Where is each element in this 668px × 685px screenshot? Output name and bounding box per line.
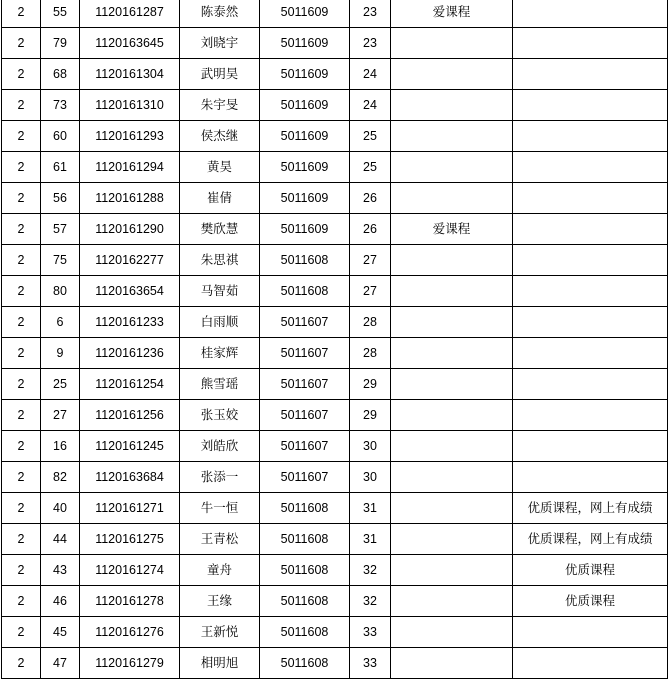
cell-rank: 32 bbox=[350, 586, 391, 617]
cell-student-name: 陈泰然 bbox=[180, 0, 260, 28]
cell-seq: 25 bbox=[41, 369, 80, 400]
cell-class-id: 5011608 bbox=[260, 586, 350, 617]
cell-group: 2 bbox=[2, 586, 41, 617]
cell-student-name: 张玉姣 bbox=[180, 400, 260, 431]
cell-student-name: 刘皓欣 bbox=[180, 431, 260, 462]
cell-note bbox=[513, 152, 668, 183]
cell-class-id: 5011609 bbox=[260, 121, 350, 152]
cell-student-name: 马智茹 bbox=[180, 276, 260, 307]
cell-seq: 79 bbox=[41, 28, 80, 59]
cell-group: 2 bbox=[2, 152, 41, 183]
cell-seq: 57 bbox=[41, 214, 80, 245]
table-row bbox=[2, 245, 668, 276]
cell-class-id: 5011608 bbox=[260, 493, 350, 524]
table-row bbox=[2, 338, 668, 369]
cell-student-id: 1120161290 bbox=[80, 214, 180, 245]
cell-student-name: 桂家辉 bbox=[180, 338, 260, 369]
cell-remark bbox=[391, 586, 513, 617]
cell-student-id: 1120163654 bbox=[80, 276, 180, 307]
cell-seq: 73 bbox=[41, 90, 80, 121]
cell-remark bbox=[391, 152, 513, 183]
cell-note bbox=[513, 121, 668, 152]
cell-group: 2 bbox=[2, 493, 41, 524]
cell-group: 2 bbox=[2, 0, 41, 28]
cell-student-id: 1120161294 bbox=[80, 152, 180, 183]
cell-student-id: 1120161310 bbox=[80, 90, 180, 121]
table-row bbox=[2, 586, 668, 617]
cell-remark: 爱课程 bbox=[391, 214, 513, 245]
cell-student-name: 武明昊 bbox=[180, 59, 260, 90]
table-row bbox=[2, 152, 668, 183]
cell-remark bbox=[391, 462, 513, 493]
table-row bbox=[2, 431, 668, 462]
cell-remark bbox=[391, 90, 513, 121]
cell-student-id: 1120161254 bbox=[80, 369, 180, 400]
cell-note: 优质课程 bbox=[513, 586, 668, 617]
cell-note bbox=[513, 214, 668, 245]
table-row bbox=[2, 617, 668, 648]
cell-class-id: 5011608 bbox=[260, 245, 350, 276]
cell-student-id: 1120161245 bbox=[80, 431, 180, 462]
cell-remark bbox=[391, 400, 513, 431]
cell-note bbox=[513, 369, 668, 400]
cell-remark bbox=[391, 121, 513, 152]
cell-seq: 16 bbox=[41, 431, 80, 462]
cell-note: 优质课程，网上有成绩 bbox=[513, 524, 668, 555]
cell-rank: 25 bbox=[350, 152, 391, 183]
cell-note bbox=[513, 431, 668, 462]
cell-student-name: 朱宇旻 bbox=[180, 90, 260, 121]
cell-remark bbox=[391, 276, 513, 307]
cell-class-id: 5011609 bbox=[260, 152, 350, 183]
cell-student-id: 1120161236 bbox=[80, 338, 180, 369]
cell-rank: 27 bbox=[350, 245, 391, 276]
cell-group: 2 bbox=[2, 400, 41, 431]
cell-group: 2 bbox=[2, 121, 41, 152]
cell-student-id: 1120163684 bbox=[80, 462, 180, 493]
roster-body bbox=[2, 0, 668, 679]
cell-student-name: 朱思祺 bbox=[180, 245, 260, 276]
cell-remark bbox=[391, 555, 513, 586]
table-row bbox=[2, 369, 668, 400]
cell-class-id: 5011608 bbox=[260, 524, 350, 555]
cell-group: 2 bbox=[2, 90, 41, 121]
cell-group: 2 bbox=[2, 462, 41, 493]
cell-seq: 68 bbox=[41, 59, 80, 90]
table-row bbox=[2, 121, 668, 152]
table-row bbox=[2, 462, 668, 493]
cell-note bbox=[513, 276, 668, 307]
cell-group: 2 bbox=[2, 276, 41, 307]
cell-class-id: 5011607 bbox=[260, 307, 350, 338]
cell-rank: 30 bbox=[350, 431, 391, 462]
cell-rank: 26 bbox=[350, 183, 391, 214]
cell-student-id: 1120161276 bbox=[80, 617, 180, 648]
cell-group: 2 bbox=[2, 431, 41, 462]
cell-remark bbox=[391, 245, 513, 276]
cell-group: 2 bbox=[2, 369, 41, 400]
cell-student-name: 熊雪瑶 bbox=[180, 369, 260, 400]
cell-group: 2 bbox=[2, 214, 41, 245]
cell-note bbox=[513, 59, 668, 90]
cell-note bbox=[513, 307, 668, 338]
cell-rank: 23 bbox=[350, 0, 391, 28]
table-row bbox=[2, 493, 668, 524]
cell-student-name: 黄昊 bbox=[180, 152, 260, 183]
cell-seq: 55 bbox=[41, 0, 80, 28]
cell-student-id: 1120161271 bbox=[80, 493, 180, 524]
cell-student-name: 王新悦 bbox=[180, 617, 260, 648]
cell-seq: 82 bbox=[41, 462, 80, 493]
cell-class-id: 5011609 bbox=[260, 214, 350, 245]
table-row bbox=[2, 0, 668, 28]
cell-note bbox=[513, 617, 668, 648]
table-row bbox=[2, 214, 668, 245]
table-row bbox=[2, 307, 668, 338]
cell-class-id: 5011608 bbox=[260, 648, 350, 679]
cell-remark bbox=[391, 28, 513, 59]
cell-student-id: 1120161288 bbox=[80, 183, 180, 214]
cell-class-id: 5011607 bbox=[260, 400, 350, 431]
cell-rank: 31 bbox=[350, 524, 391, 555]
cell-note bbox=[513, 90, 668, 121]
cell-class-id: 5011609 bbox=[260, 59, 350, 90]
cell-student-id: 1120161278 bbox=[80, 586, 180, 617]
table-row bbox=[2, 555, 668, 586]
cell-note: 优质课程，网上有成绩 bbox=[513, 493, 668, 524]
cell-student-id: 1120161304 bbox=[80, 59, 180, 90]
table-row bbox=[2, 90, 668, 121]
cell-group: 2 bbox=[2, 59, 41, 90]
cell-seq: 56 bbox=[41, 183, 80, 214]
cell-class-id: 5011609 bbox=[260, 90, 350, 121]
cell-student-name: 白雨顺 bbox=[180, 307, 260, 338]
cell-note bbox=[513, 245, 668, 276]
cell-remark bbox=[391, 59, 513, 90]
cell-student-name: 童舟 bbox=[180, 555, 260, 586]
cell-remark bbox=[391, 431, 513, 462]
cell-class-id: 5011608 bbox=[260, 617, 350, 648]
cell-class-id: 5011609 bbox=[260, 0, 350, 28]
cell-student-id: 1120161256 bbox=[80, 400, 180, 431]
cell-note bbox=[513, 183, 668, 214]
cell-class-id: 5011607 bbox=[260, 462, 350, 493]
cell-seq: 80 bbox=[41, 276, 80, 307]
cell-note bbox=[513, 462, 668, 493]
cell-student-name: 刘晓宇 bbox=[180, 28, 260, 59]
cell-class-id: 5011609 bbox=[260, 28, 350, 59]
cell-remark bbox=[391, 617, 513, 648]
cell-student-name: 张添一 bbox=[180, 462, 260, 493]
cell-rank: 29 bbox=[350, 400, 391, 431]
table-row bbox=[2, 400, 668, 431]
cell-group: 2 bbox=[2, 28, 41, 59]
cell-seq: 47 bbox=[41, 648, 80, 679]
cell-class-id: 5011608 bbox=[260, 276, 350, 307]
cell-group: 2 bbox=[2, 648, 41, 679]
cell-rank: 32 bbox=[350, 555, 391, 586]
cell-student-id: 1120161275 bbox=[80, 524, 180, 555]
cell-seq: 75 bbox=[41, 245, 80, 276]
cell-student-name: 牛一恒 bbox=[180, 493, 260, 524]
cell-rank: 27 bbox=[350, 276, 391, 307]
table-row bbox=[2, 59, 668, 90]
cell-student-name: 侯杰继 bbox=[180, 121, 260, 152]
cell-note bbox=[513, 0, 668, 28]
cell-group: 2 bbox=[2, 617, 41, 648]
cell-student-name: 相明旭 bbox=[180, 648, 260, 679]
cell-remark bbox=[391, 369, 513, 400]
cell-seq: 45 bbox=[41, 617, 80, 648]
cell-note bbox=[513, 648, 668, 679]
cell-student-id: 1120161279 bbox=[80, 648, 180, 679]
cell-student-name: 王青松 bbox=[180, 524, 260, 555]
cell-remark bbox=[391, 307, 513, 338]
cell-remark bbox=[391, 524, 513, 555]
cell-student-name: 崔倩 bbox=[180, 183, 260, 214]
cell-class-id: 5011607 bbox=[260, 338, 350, 369]
cell-class-id: 5011609 bbox=[260, 183, 350, 214]
cell-remark bbox=[391, 648, 513, 679]
cell-group: 2 bbox=[2, 338, 41, 369]
cell-group: 2 bbox=[2, 555, 41, 586]
table-row bbox=[2, 183, 668, 214]
cell-rank: 29 bbox=[350, 369, 391, 400]
cell-group: 2 bbox=[2, 307, 41, 338]
table-row bbox=[2, 648, 668, 679]
cell-remark bbox=[391, 338, 513, 369]
cell-seq: 61 bbox=[41, 152, 80, 183]
cell-seq: 43 bbox=[41, 555, 80, 586]
cell-rank: 23 bbox=[350, 28, 391, 59]
cell-rank: 33 bbox=[350, 617, 391, 648]
cell-remark: 爱课程 bbox=[391, 0, 513, 28]
cell-seq: 6 bbox=[41, 307, 80, 338]
cell-rank: 28 bbox=[350, 307, 391, 338]
cell-group: 2 bbox=[2, 183, 41, 214]
table-row bbox=[2, 276, 668, 307]
cell-rank: 28 bbox=[350, 338, 391, 369]
cell-rank: 31 bbox=[350, 493, 391, 524]
cell-remark bbox=[391, 493, 513, 524]
cell-student-id: 1120161293 bbox=[80, 121, 180, 152]
cell-rank: 24 bbox=[350, 59, 391, 90]
cell-seq: 60 bbox=[41, 121, 80, 152]
cell-student-name: 王缘 bbox=[180, 586, 260, 617]
cell-rank: 30 bbox=[350, 462, 391, 493]
cell-remark bbox=[391, 183, 513, 214]
cell-note: 优质课程 bbox=[513, 555, 668, 586]
cell-group: 2 bbox=[2, 524, 41, 555]
cell-group: 2 bbox=[2, 245, 41, 276]
cell-student-id: 1120162277 bbox=[80, 245, 180, 276]
table-row bbox=[2, 524, 668, 555]
cell-student-id: 1120161274 bbox=[80, 555, 180, 586]
cell-seq: 40 bbox=[41, 493, 80, 524]
cell-student-name: 樊欣慧 bbox=[180, 214, 260, 245]
cell-student-id: 1120163645 bbox=[80, 28, 180, 59]
cell-rank: 25 bbox=[350, 121, 391, 152]
cell-rank: 24 bbox=[350, 90, 391, 121]
cell-student-id: 1120161287 bbox=[80, 0, 180, 28]
cell-seq: 44 bbox=[41, 524, 80, 555]
cell-student-id: 1120161233 bbox=[80, 307, 180, 338]
cell-class-id: 5011607 bbox=[260, 431, 350, 462]
cell-rank: 33 bbox=[350, 648, 391, 679]
cell-note bbox=[513, 338, 668, 369]
cell-class-id: 5011607 bbox=[260, 369, 350, 400]
table-row bbox=[2, 28, 668, 59]
cell-seq: 9 bbox=[41, 338, 80, 369]
cell-class-id: 5011608 bbox=[260, 555, 350, 586]
cell-note bbox=[513, 28, 668, 59]
cell-seq: 27 bbox=[41, 400, 80, 431]
cell-rank: 26 bbox=[350, 214, 391, 245]
student-roster-table bbox=[1, 0, 668, 679]
cell-note bbox=[513, 400, 668, 431]
cell-seq: 46 bbox=[41, 586, 80, 617]
